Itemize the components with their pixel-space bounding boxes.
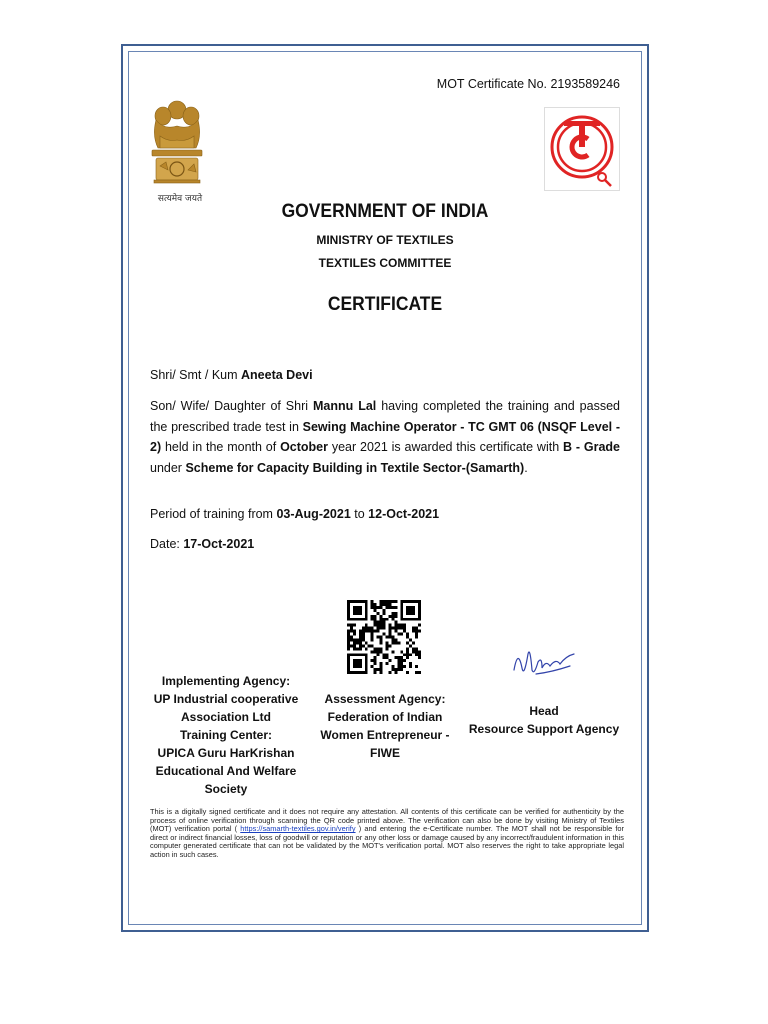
course-name: Sewing Machine Operator - TC GMT 06 (NSQF Level - 2) — [150, 419, 620, 454]
body-text-3: held in the month of — [161, 440, 281, 454]
implementing-agency-name: UP Industrial cooperative Association Ltd — [153, 692, 299, 724]
assessment-agency-block — [312, 690, 458, 762]
head-agency: Resource Support Agency — [468, 722, 620, 736]
certificate-number: MOT Certificate No. 2193589246 — [436, 77, 620, 91]
certificate-title: CERTIFICATE — [327, 294, 443, 315]
date-value: 17-Oct-2021 — [183, 537, 255, 551]
assessment-agency-name: Federation of Indian Women Entrepreneur - FIWE — [320, 710, 450, 760]
period-to-label: to — [350, 507, 369, 521]
disclaimer-text-1: This is a digitally signed certificate and it does not require any attestation. All contents of this certificate can be verified for authenticity by the process of online verification through scanning the QR code printed above. The verification can also be done by visiting Ministry of Textiles (MOT) verification portal ( — [150, 807, 624, 834]
recipient-name: Aneeta Devi — [241, 368, 313, 382]
signature-icon — [508, 640, 584, 684]
disclaimer-text-2: ) and entering the e-Certificate number. The MOT shall not be responsible for direct or indirect financial losses, loss of goodwill or reputation or any other loss or damage caused by any incorrect/fraudulent information in this computer generated certificate that can not be validated by the MOT's verification portal. MOT also reserves the right to take appropriate legal action in such cases. — [150, 824, 624, 859]
certificate-body — [150, 396, 620, 478]
training-center-name: UPICA Guru HarKrishan Educational And Welfare Society — [155, 746, 297, 796]
assessment-agency-label: Assessment Agency: — [324, 692, 446, 706]
issue-date — [150, 534, 620, 555]
recipient-line — [150, 365, 620, 386]
grade: B - Grade — [563, 440, 621, 454]
body-text-2: having completed the training and passed the prescribed trade test in — [150, 399, 620, 434]
exam-month: October — [280, 440, 329, 454]
committee-heading: TEXTILES COMMITTEE — [318, 256, 452, 270]
body-text-1: Son/ Wife/ Daughter of Shri — [150, 399, 313, 413]
scheme-name: Scheme for Capacity Building in Textile Sector-(Samarth) — [185, 460, 525, 475]
emblem-motto: सत्यमेव जयते — [157, 194, 203, 204]
parent-name: Mannu Lal — [312, 399, 377, 413]
government-heading: GOVERNMENT OF INDIA — [281, 201, 489, 222]
salutation: Shri/ Smt / Kum — [150, 368, 238, 382]
implementing-agency-label: Implementing Agency: — [161, 674, 291, 688]
head-block — [462, 702, 626, 738]
period-to: 12-Oct-2021 — [368, 507, 440, 521]
body-text-6: . — [524, 460, 528, 475]
date-label: Date: — [150, 537, 184, 551]
textiles-committee-logo-icon — [544, 107, 620, 191]
training-center-label: Training Center: — [179, 728, 272, 742]
national-emblem-icon — [146, 96, 208, 206]
period-from: 03-Aug-2021 — [276, 507, 351, 521]
qr-code-icon[interactable] — [347, 600, 421, 674]
body-text-5: under — [150, 460, 186, 475]
disclaimer-text — [150, 808, 624, 860]
verification-link[interactable]: https://samarth-textiles.gov.in/verify — [240, 824, 356, 834]
period-label: Period of training from — [150, 507, 277, 521]
training-period — [150, 504, 620, 525]
ministry-heading: MINISTRY OF TEXTILES — [316, 233, 454, 247]
head-title: Head — [529, 704, 559, 718]
body-text-4: year 2021 is awarded this certificate with — [328, 440, 564, 454]
implementing-agency-block — [146, 672, 306, 798]
